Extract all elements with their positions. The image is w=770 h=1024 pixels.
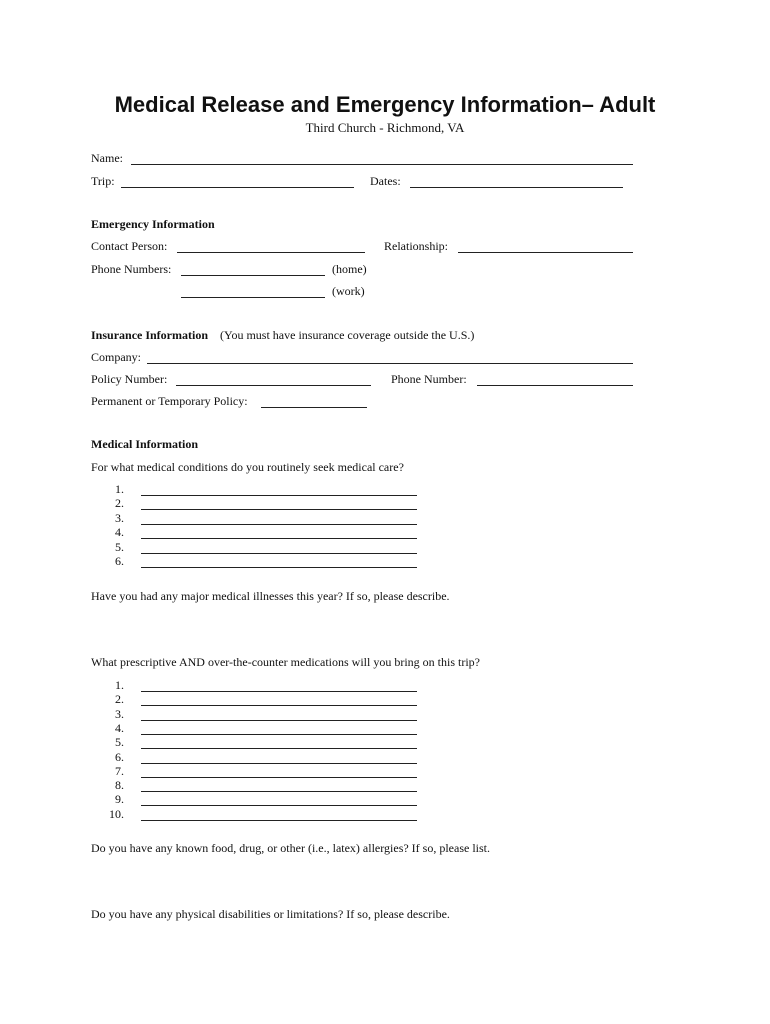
- page-title: Medical Release and Emergency Information– Adult: [114, 92, 656, 117]
- home-label: (home): [332, 262, 367, 276]
- list-item-line[interactable]: [141, 693, 417, 706]
- home-phone-field[interactable]: [181, 263, 325, 276]
- list-item-line[interactable]: [141, 483, 417, 496]
- list-item-line[interactable]: [141, 751, 417, 764]
- work-label: (work): [332, 284, 365, 298]
- insurance-note: (You must have insurance coverage outside the U.S.): [220, 328, 475, 342]
- insurance-heading: Insurance Information: [91, 328, 209, 342]
- medical-heading: Medical Information: [91, 437, 198, 451]
- emergency-heading: Emergency Information: [91, 217, 215, 231]
- list-item-number: 3.: [115, 706, 124, 721]
- illness-question: Have you had any major medical illnesses this year? If so, please describe.: [91, 589, 450, 603]
- name-label: Name:: [91, 151, 123, 165]
- allergies-question: Do you have any known food, drug, or other (i.e., latex) allergies? If so, please list.: [91, 841, 490, 855]
- contact-person-label: Contact Person:: [91, 239, 168, 253]
- list-item-number: 1.: [115, 482, 124, 496]
- list-item-line[interactable]: [141, 793, 417, 806]
- phone-numbers-label: Phone Numbers:: [91, 262, 172, 276]
- trip-field[interactable]: [121, 175, 354, 188]
- list-item-number: 10.: [109, 806, 124, 821]
- list-item-line[interactable]: [141, 512, 417, 525]
- list-item-line[interactable]: [141, 722, 417, 735]
- list-item-line[interactable]: [141, 526, 417, 539]
- list-item-number: 5.: [115, 539, 124, 554]
- list-item-line[interactable]: [141, 736, 417, 749]
- work-phone-field[interactable]: [181, 285, 325, 298]
- list-item-number: 3.: [115, 510, 124, 525]
- list-item-line[interactable]: [141, 765, 417, 778]
- list-item-line[interactable]: [141, 541, 417, 554]
- trip-label: Trip:: [91, 174, 115, 188]
- conditions-question: For what medical conditions do you routinely seek medical care?: [91, 460, 404, 474]
- disabilities-question: Do you have any physical disabilities or limitations? If so, please describe.: [91, 907, 450, 921]
- list-item-number: 4.: [115, 720, 124, 735]
- insurance-phone-field[interactable]: [477, 373, 633, 386]
- company-field[interactable]: [147, 351, 633, 364]
- list-item-line[interactable]: [141, 497, 417, 510]
- relationship-label: Relationship:: [384, 239, 448, 253]
- list-item-number: 5.: [115, 735, 124, 750]
- company-label: Company:: [91, 350, 141, 364]
- list-item-number: 8.: [115, 778, 124, 793]
- policy-number-label: Policy Number:: [91, 372, 168, 386]
- medications-question: What prescriptive AND over-the-counter medications will you bring on this trip?: [91, 655, 480, 669]
- dates-field[interactable]: [410, 175, 623, 188]
- name-field[interactable]: [131, 152, 633, 165]
- list-item-number: 7.: [115, 763, 124, 778]
- contact-person-field[interactable]: [177, 240, 365, 253]
- list-item-number: 2.: [115, 692, 124, 707]
- list-item-number: 2.: [115, 496, 124, 511]
- list-item-line[interactable]: [141, 555, 417, 568]
- church-subtitle: Third Church - Richmond, VA: [305, 120, 465, 135]
- policy-number-field[interactable]: [176, 373, 371, 386]
- list-item-number: 9.: [115, 792, 124, 807]
- list-item-number: 4.: [115, 525, 124, 540]
- dates-label: Dates:: [370, 174, 401, 188]
- relationship-field[interactable]: [458, 240, 633, 253]
- policy-type-label: Permanent or Temporary Policy:: [91, 394, 248, 408]
- list-item-line[interactable]: [141, 808, 417, 821]
- policy-type-field[interactable]: [261, 395, 367, 408]
- list-item-line[interactable]: [141, 708, 417, 721]
- insurance-phone-label: Phone Number:: [391, 372, 467, 386]
- list-item-number: 6.: [115, 749, 124, 764]
- list-item-line[interactable]: [141, 679, 417, 692]
- list-item-number: 1.: [115, 678, 124, 692]
- list-item-number: 6.: [115, 554, 124, 568]
- list-item-line[interactable]: [141, 779, 417, 792]
